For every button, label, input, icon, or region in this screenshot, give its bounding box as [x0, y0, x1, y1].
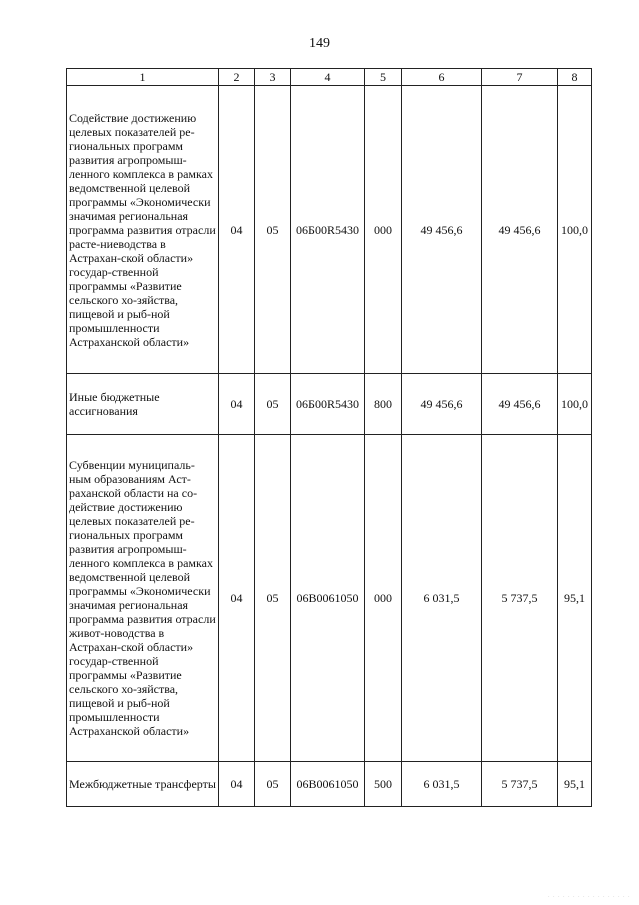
subsection-code: 05 — [255, 374, 291, 435]
column-header: 4 — [291, 69, 365, 86]
column-header: 5 — [365, 69, 402, 86]
planned-amount: 49 456,6 — [402, 374, 482, 435]
subsection-code: 05 — [255, 762, 291, 807]
column-header: 8 — [558, 69, 592, 86]
row-description: Иные бюджетные ассигнования — [67, 374, 219, 435]
execution-percent: 100,0 — [558, 374, 592, 435]
column-header: 6 — [402, 69, 482, 86]
expense-type-code: 000 — [365, 435, 402, 762]
expense-type-code: 800 — [365, 374, 402, 435]
row-description: Субвенции муниципаль-ным образованиям Аст-раханской области на со-действие достижению целевых показателей ре-гиональных программ развития агропромыш-ленного комплекса в рамках ведомственной целевой программы «Экономически значимая региональная программа развития отрасли живот-новодства в Астрахан-ской области» государ-ственной программы «Развитие сельского хо-зяйства, пищевой и рыб-ной промышленности Астраханской области» — [67, 435, 219, 762]
column-header: 7 — [482, 69, 558, 86]
planned-amount: 6 031,5 — [402, 435, 482, 762]
execution-percent: 95,1 — [558, 762, 592, 807]
page-number: 149 — [309, 36, 330, 51]
expense-type-code: 500 — [365, 762, 402, 807]
table-row — [67, 86, 592, 374]
column-header: 3 — [255, 69, 291, 86]
section-code: 04 — [219, 86, 255, 374]
target-article-code: 06Б00R5430 — [291, 374, 365, 435]
table-row — [67, 374, 592, 435]
column-header: 2 — [219, 69, 255, 86]
target-article-code: 06Б00R5430 — [291, 86, 365, 374]
executed-amount: 49 456,6 — [482, 86, 558, 374]
scan-footer-mark: . . . . . . . . . . . . . . . . . — [548, 893, 631, 899]
section-code: 04 — [219, 374, 255, 435]
budget-table — [66, 68, 592, 807]
section-code: 04 — [219, 435, 255, 762]
executed-amount: 5 737,5 — [482, 435, 558, 762]
subsection-code: 05 — [255, 86, 291, 374]
subsection-code: 05 — [255, 435, 291, 762]
executed-amount: 5 737,5 — [482, 762, 558, 807]
row-description: Содействие достижению целевых показателей ре-гиональных программ развития агропромыш-ленного комплекса в рамках ведомственной целевой программы «Экономически значимая региональная программа развития отрасли расте-ниеводства в Астрахан-ской области» государ-ственной программы «Развитие сельского хо-зяйства, пищевой и рыб-ной промышленности Астраханской области» — [67, 86, 219, 374]
section-code: 04 — [219, 762, 255, 807]
expense-type-code: 000 — [365, 86, 402, 374]
execution-percent: 95,1 — [558, 435, 592, 762]
table-row — [67, 762, 592, 807]
target-article-code: 06В0061050 — [291, 435, 365, 762]
table-header-row — [67, 69, 592, 86]
column-header: 1 — [67, 69, 219, 86]
executed-amount: 49 456,6 — [482, 374, 558, 435]
planned-amount: 49 456,6 — [402, 86, 482, 374]
row-description: Межбюджетные трансферты — [67, 762, 219, 807]
target-article-code: 06В0061050 — [291, 762, 365, 807]
table-row — [67, 435, 592, 762]
planned-amount: 6 031,5 — [402, 762, 482, 807]
execution-percent: 100,0 — [558, 86, 592, 374]
